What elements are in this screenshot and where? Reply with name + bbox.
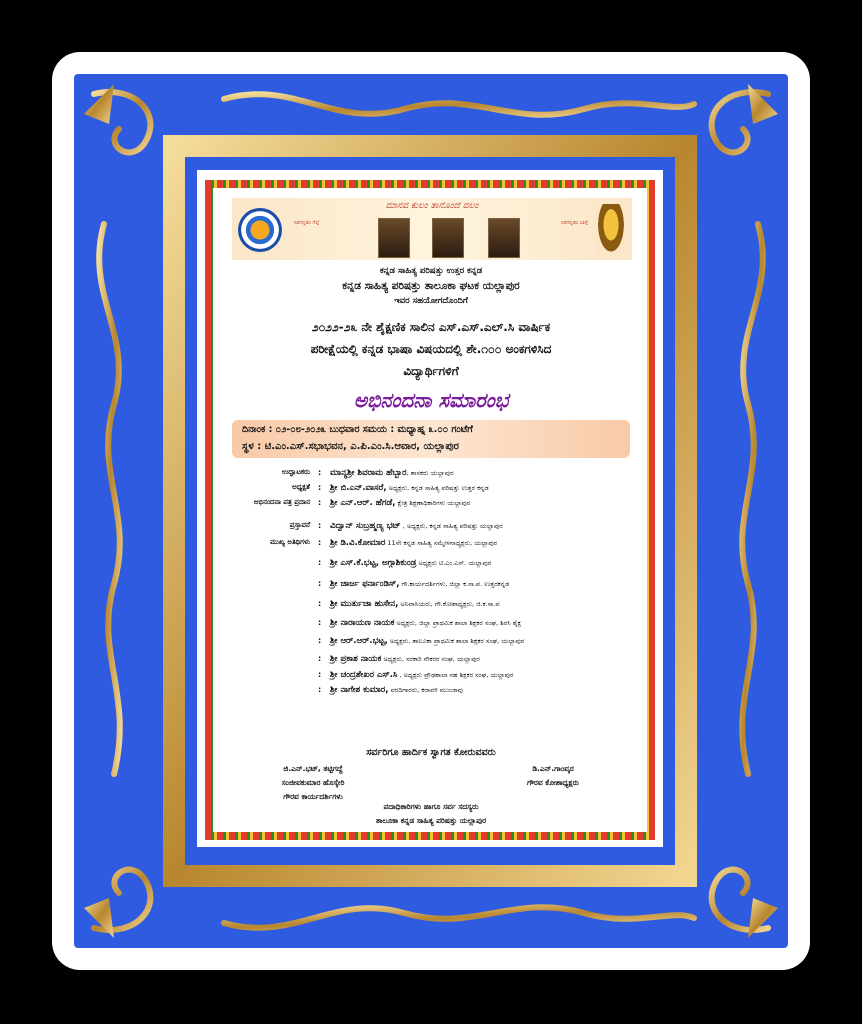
program-person [330,618,521,628]
separator: : [318,579,322,588]
program-person [330,538,497,548]
program-person [330,636,524,646]
program-role: ಅಧ್ಯಕ್ಷತೆ [292,483,310,491]
footer-line-1: ಪದಾಧಿಕಾರಿಗಳು ಹಾಗೂ ಸರ್ವ ಸದಸ್ಯರು [383,802,479,811]
separator: : [318,498,322,507]
person-name: ಶ್ರೀ ಪ್ರಕಾಶ ನಾಯಕ [330,654,382,664]
invitation-content [218,190,644,830]
portrait-2 [432,218,464,258]
signatory: ಸಂಜೀವಕುಮಾರ ಹೊಸ್ಕೇರಿ [281,778,345,787]
program-person [330,521,503,531]
kasapa-logo-icon [238,208,282,252]
greeting: ಸರ್ವರಿಗೂ ಹಾರ್ದಿಕ ಸ್ವಾಗತ ಕೋರುವವರು [366,747,496,758]
date-venue-box [232,420,630,458]
banner-right-text: ಸಿರಿಗನ್ನಡಂ ಬಾಳ್ಗೆ [561,220,588,226]
organizer-line-1: ಕನ್ನಡ ಸಾಹಿತ್ಯ ಪರಿಷತ್ತು ಉತ್ತರ ಕನ್ನಡ [379,266,483,276]
person-designation: ಅಧ್ಯಕ್ಷರು, ಕನ್ನಡ ಸಾಹಿತ್ಯ ಪರಿಷತ್ತು ಉತ್ತರ ಕನ್ನಡ [386,484,489,492]
program-role: ಪ್ರಸ್ತಾವನೆ [289,521,310,529]
person-name: ಶ್ರೀ ಬಿ.ಎನ್.ವಾಸರೆ, [330,483,387,493]
person-designation: , ಶಾಸಕರು ಯಲ್ಲಾಪುರ [406,469,454,477]
program-person [330,468,454,478]
program-role: ಮುಖ್ಯ ಅತಿಥಿಗಳು [269,538,310,546]
venue-line: ಸ್ಥಳ : ಟಿ.ಎಂ.ಎಸ್.ಸಭಾಭವನ, ಎ.ಪಿ.ಎಂ.ಸಿ.ಆವಾರ, ಯಲ್ಲಾಪುರ [242,441,459,452]
program-row [226,579,644,593]
person-name: ಶ್ರೀ ಮುರ್ತುಜಾ ಹುಸೇನ, [330,599,399,609]
person-name: ಶ್ರೀ ನಾಗೇಶ ಕುಮಾರ, [330,685,389,695]
person-designation: ಅಧ್ಯಕ್ಷರು, ಸರಕಾರಿ ನೌಕರರ ಸಂಘ, ಯಲ್ಲಾಪುರ [381,655,480,663]
person-name: ಶ್ರೀ ಜಾರ್ಜ ಫರ್ನಾಂಡಿಸ್, [330,579,400,589]
person-designation: , ಅಧ್ಯಕ್ಷರು ಪ್ರೌಢಶಾಲಾ ಸಹ ಶಿಕ್ಷಕರ ಸಂಘ, ಯಲ್ಲಾಪುರ [397,671,514,679]
person-name: ಶ್ರೀ ಎಸ್.ಕೆ.ಭಟ್ಟ, ಅಗ್ಗಾಶಿಕುಂಡ್ರ [330,558,417,568]
person-name: ಶ್ರೀ ಚಂದ್ರಶೇಖರ ಎಸ್.ಸಿ [330,670,398,680]
program-person [330,483,489,493]
organizer-line-3: ಇವರ ಸಹಯೋಗದೊಂದಿಗೆ [394,296,468,306]
separator: : [318,521,322,530]
goddess-image-icon [596,204,626,256]
signatory: ಜಿ.ಎನ್.ಭಟ್, ತಟ್ಟಿಗದ್ದೆ [283,764,343,773]
separator: : [318,654,322,663]
separator: : [318,636,322,645]
person-name: ಮಾನ್ಯಶ್ರೀ ಶಿವರಾಮ ಹೆಬ್ಬಾರ [330,468,407,478]
program-row [226,618,644,632]
banner-left-text: ಸಿರಿಗನ್ನಡಂ ಗೆಲ್ಗೆ [294,220,320,226]
separator: : [318,618,322,627]
intro-line-2: ಪರೀಕ್ಷೆಯಲ್ಲಿ ಕನ್ನಡ ಭಾಷಾ ವಿಷಯದಲ್ಲಿ ಶೇ.೧೦೦ ಅಂಕಗಳಿಸಿದ [310,342,552,356]
separator: : [318,558,322,567]
program-row [226,483,644,497]
person-name: ಶ್ರೀ ಆರ್.ಆರ್.ಭಟ್ಟ, [330,636,388,646]
program-role: ಉದ್ಘಾಟಕರು [281,468,310,476]
person-designation: ಗೌ.ಕಾರ್ಯದರ್ಶಿಗಳು, ಜಿಲ್ಲಾ ಕ.ಸಾ.ಪ. ಉತ್ತರಕನ್ನಡ [399,580,510,588]
program-person [330,685,463,695]
header-banner [232,198,632,260]
person-designation: ಅಧ್ಯಕ್ಷರು ಟಿ.ಎಂ.ಎಸ್. ಯಲ್ಲಾಪುರ [416,559,492,567]
program-person [330,599,500,609]
signatory-title: ಗೌರವ ಕೋಶಾಧ್ಯಕ್ಷರು [527,778,579,787]
program-row [226,599,644,613]
person-designation: 11ನೇ ಕನ್ನಡ ಸಾಹಿತ್ಯ ಸಮ್ಮೇಳನಾಧ್ಯಕ್ಷರು, ಯಲ್ಲಾಪುರ [385,539,498,547]
separator: : [318,468,322,477]
person-name: ಶ್ರೀ ಎನ್.ಆರ್. ಹೆಗಡೆ, [330,498,396,508]
program-row [226,468,644,482]
program-row [226,538,644,552]
program-person [330,558,491,568]
person-designation: ಅಧ್ಯಕ್ಷರು, ಜಿಲ್ಲಾ ಪ್ರಾಥಮಿಕ ಶಾಲಾ ಶಿಕ್ಷಕರ ಸಂಘ, ಶಿರಸಿ ಶೈಕ್ಷ [394,619,522,627]
separator: : [318,685,322,694]
program-person [330,670,513,680]
footer-line-2: ತಾಲೂಕಾ ಕನ್ನಡ ಸಾಹಿತ್ಯ ಪರಿಷತ್ತು ಯಲ್ಲಾಪುರ [375,816,487,825]
separator: : [318,483,322,492]
event-title: ಅಭಿನಂದನಾ ಸಮಾರಂಭ [353,388,509,412]
intro-line-3: ವಿದ್ಯಾರ್ಥಿಗಳಿಗೆ [403,364,459,378]
program-row [226,498,644,512]
person-designation: , ಅಧ್ಯಕ್ಷರು, ಕನ್ನಡ ಸಾಹಿತ್ಯ ಪರಿಷತ್ತು ಯಲ್ಲಾಪುರ [400,522,503,530]
separator: : [318,670,322,679]
date-time-line: ದಿನಾಂಕ : ೦೨-೦೮-೨೦೨೩ ಬುಧವಾರ ಸಮಯ : ಮಧ್ಯಾಹ್ನ ೩.೦೦ ಗಂಟೆಗೆ [242,424,473,435]
left-signatories [248,762,378,804]
program-row [226,670,644,684]
program-role: ಅಭಿನಂದನಾ ಪತ್ರ ಪ್ರದಾನ [253,498,310,506]
program-row [226,654,644,668]
person-name: ವಿದ್ವಾನ್ ಸುಬ್ರಹ್ಮಣ್ಯ ಭಟ್ [330,521,401,531]
separator: : [318,599,322,608]
signatory: ಡಿ.ಎನ್.ಗಾಂವ್ಕರ [532,764,574,773]
intro-line-1: ೨೦೨೨-೨೩ ನೇ ಶೈಕ್ಷಣಿಕ ಸಾಲಿನ ಎಸ್.ಎಸ್.ಎಲ್.ಸಿ ವಾರ್ಷಿಕ [311,320,551,334]
person-designation: ವರದಿಗಾರರು, ಕರಾವಳಿ ಮುಂಜಾವು [388,686,463,694]
program-row [226,636,644,650]
program-row [226,521,644,535]
separator: : [318,538,322,547]
program-person [330,579,509,589]
person-name: ಶ್ರೀ ನಾರಾಯಣ ನಾಯಕ [330,618,395,628]
program-row [226,685,644,699]
right-signatories [488,762,618,790]
portrait-1 [378,218,410,258]
portrait-3 [488,218,520,258]
program-person [330,498,470,508]
program-person [330,654,480,664]
organizer-line-2: ಕನ್ನಡ ಸಾಹಿತ್ಯ ಪರಿಷತ್ತು ತಾಲೂಕಾ ಘಟಕ ಯಲ್ಲಾಪುರ [342,280,520,292]
motto: ಮಾನವ ಕುಲಂ ತಾನೊಂದೆ ವಲಂ [385,201,479,211]
person-designation: ಅಧ್ಯಕ್ಷರು, ತಾಲೂಕಾ ಪ್ರಾಥಮಿಕ ಶಾಲಾ ಶಿಕ್ಷಕರ ಸಂಘ, ಯಲ್ಲಾಪುರ [387,637,525,645]
signatory-title: ಗೌರವ ಕಾರ್ಯದರ್ಶಿಗಳು [283,792,343,801]
person-name: ಶ್ರೀ ಡಿ.ವಿ.ಕೋಮಾರ [330,538,386,548]
program-row [226,558,644,572]
person-designation: ಅನಿವಾಸಿಯರು, ಗೌ.ಕೋಶಾಧ್ಯಕ್ಷರು, ಜಿ.ಕ.ಸಾ.ಪ [398,600,500,608]
person-designation: ಕ್ಷೇತ್ರ ಶಿಕ್ಷಣಾಧಿಕಾರಿಗಳು ಯಲ್ಲಾಪುರ [395,499,471,507]
